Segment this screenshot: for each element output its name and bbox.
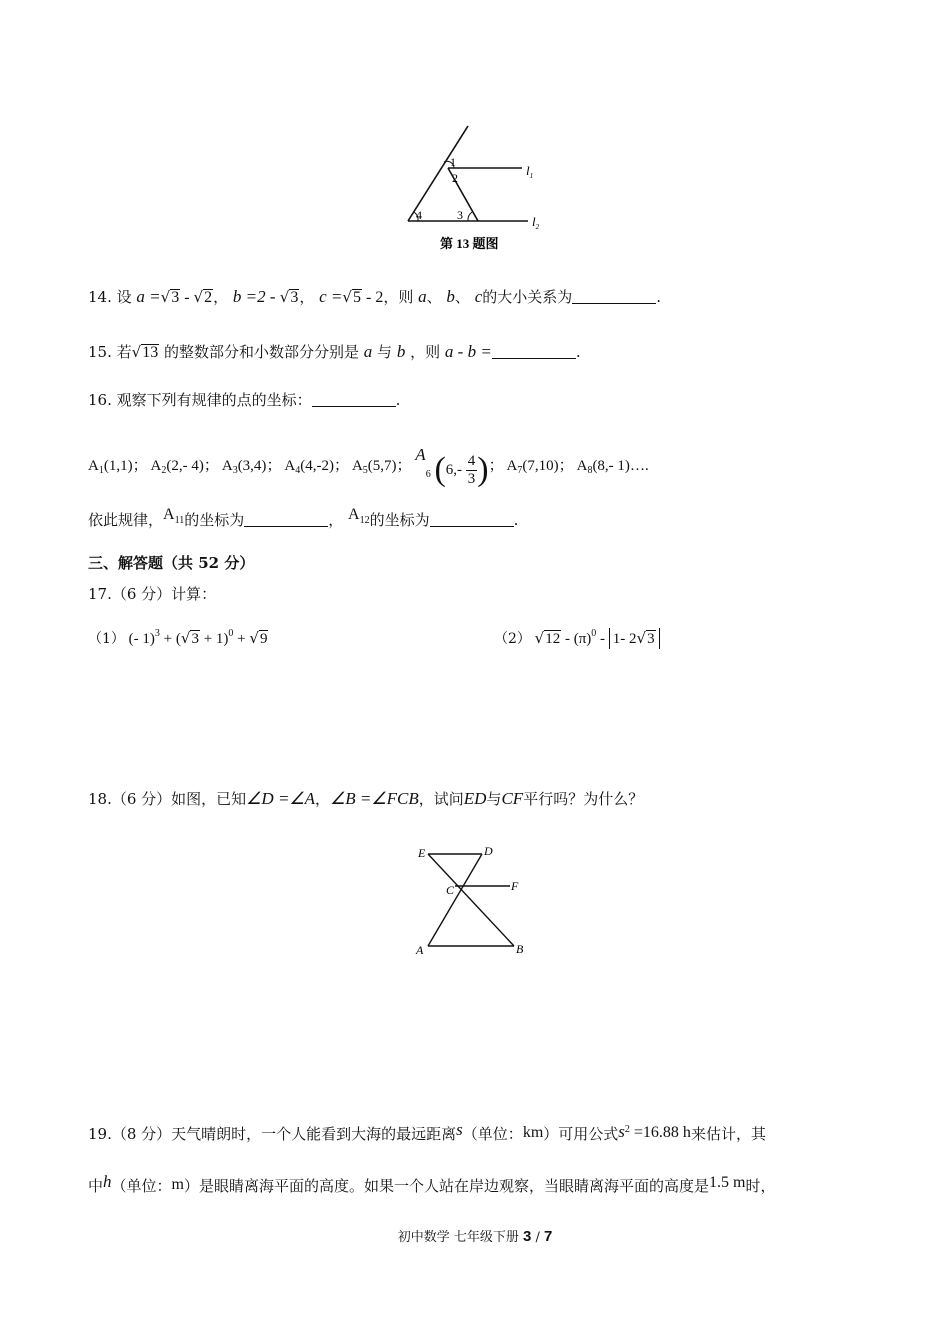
page-footer: 初中数学 七年级下册 3 / 7 <box>397 1228 553 1245</box>
question-16: 16. 观察下列有规律的点的坐标： . <box>88 391 401 409</box>
point-a3: $A_3(3,4)$ <box>221 457 267 476</box>
answer-blank-a12[interactable] <box>430 512 514 527</box>
point-label-b: B <box>516 942 524 956</box>
answer-blank-15[interactable] <box>492 344 576 359</box>
point-a5: $A_5(5,7)$ <box>351 457 397 476</box>
line-label-l1: $l_1$ <box>526 163 534 180</box>
question-19-line2: 中h（单位：m）是眼睛离海平面的高度。如果一个人站在岸边观察，当眼睛离海平面的高度是1.5 m时， <box>88 1172 776 1195</box>
point-a7: $A_7(7,10)$ <box>506 457 559 476</box>
point-sequence: $A_1(1,1)$； $A_2(2,-$ 4)； $A_3(3,4)$； $A_4(4,-2)$； $A_5(5,7)$； $A_6$ (6,- $\frac{4}{3}$ )； $A_7(7,10)$； $A_8(8,-$ 1)…. <box>88 445 649 488</box>
question-15: 15. 若√13 的整数部分和小数部分分别是 a 与 b ，则 a - b = . <box>88 342 581 361</box>
question-17-part1: （1） (- $1)^3 + (√3 + 1)^0 + √9$ <box>88 628 268 647</box>
point-a6: $A_6$ (6,- $\frac{4}{3}$ ) <box>415 445 489 488</box>
point-a4: $A_4(4,-2)$ <box>284 457 334 476</box>
question-14: 14. 设 a =√3 - √2， b =2 - √3， c =√5 - 2，则 a、 b、 c的大小关系为 . <box>88 287 662 306</box>
section-heading: 三、解答题（共 52 分） <box>88 554 255 572</box>
figure-caption: 第 13 题图 <box>440 236 499 251</box>
angle-label-4: 4 <box>416 208 422 222</box>
figure-13 <box>400 120 560 260</box>
point-label-c: C <box>446 883 455 897</box>
answer-blank-16[interactable] <box>312 392 396 407</box>
point-label-d: D <box>484 844 493 858</box>
angle-arc-3 <box>468 212 472 221</box>
question-18: 18.（6 分）如图，已知∠D =∠A，∠B =∠FCB，试问ED与CF平行吗？为什么？ <box>88 789 644 808</box>
question-19-line1: 19.（8 分）天气晴朗时，一个人能看到大海的最远距离s（单位：km）可用公式$s^2 =16.88$ h来估计，其 <box>88 1120 766 1143</box>
segment-eb <box>428 854 514 946</box>
question-17-title: 17.（6 分）计算： <box>88 585 217 603</box>
figure-18 <box>410 838 540 964</box>
angle-label-1: 1 <box>450 155 456 169</box>
point-a8: $A_8(8,-$ 1) <box>576 457 630 476</box>
transversal-line <box>408 126 468 221</box>
page-number: 3 <box>522 1228 532 1245</box>
rule-line: 依此规律，$A^{11}$的坐标为 ， $A^{12}$的坐标为 . <box>88 506 519 529</box>
answer-blank-14[interactable] <box>572 289 656 304</box>
page-total: 7 <box>543 1228 553 1245</box>
point-label-e: E <box>418 846 426 860</box>
line-label-l2: $l_2$ <box>532 214 540 231</box>
point-label-f: F <box>511 879 519 893</box>
point-a1: $A_1(1,1)$ <box>88 457 133 476</box>
question-17-part2: （2） $√12 - (\pi)^0 - 1-$ 2√3 <box>494 624 660 649</box>
segment-da <box>428 854 482 946</box>
point-label-a: A <box>416 943 424 957</box>
answer-blank-a11[interactable] <box>244 512 328 527</box>
point-a2: $A_2(2,-$ 4) <box>150 457 204 476</box>
angle-label-2: 2 <box>452 171 458 185</box>
angle-label-3: 3 <box>457 208 463 222</box>
